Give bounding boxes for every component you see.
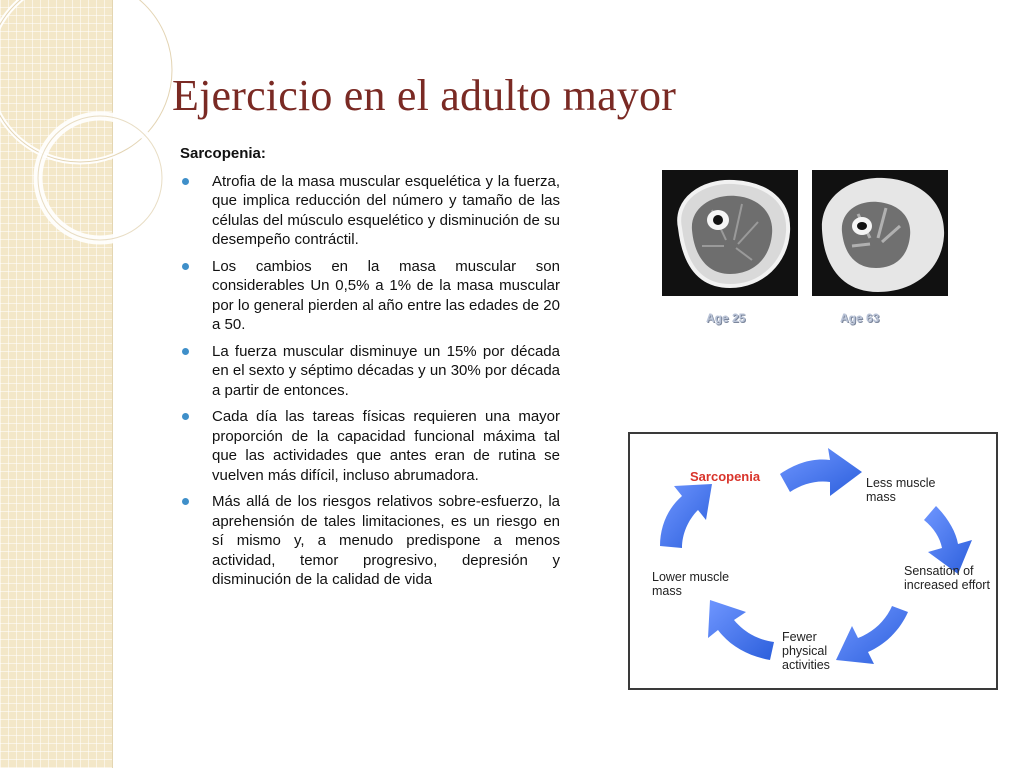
bullet-list: [180, 172, 560, 590]
cycle-step-lower-muscle-mass: Lower muscle mass: [652, 570, 730, 598]
cycle-start-label: Sarcopenia: [690, 469, 761, 484]
slide-body: [180, 144, 560, 597]
cycle-step-increased-effort: Sensation of increased effort: [904, 564, 990, 592]
mri-comparison: [662, 170, 948, 330]
bullet-item: [180, 342, 560, 401]
mri-label-old: Age 63: [840, 311, 880, 325]
bullet-dot-icon: [182, 498, 189, 505]
cycle-arrow-left-icon: [660, 484, 712, 548]
bullet-text: La fuerza muscular disminuye un 15% por década en el sexto y séptimo décadas y un 30% por década a partir de entonces.: [212, 342, 560, 399]
sarcopenia-cycle-diagram: [628, 432, 998, 690]
bullet-dot-icon: [182, 348, 189, 355]
bullet-dot-icon: [182, 263, 189, 270]
cycle-arrow-top-icon: [780, 448, 862, 496]
mri-thigh-old-image: [812, 170, 948, 296]
mri-label-young: Age 25: [706, 311, 746, 325]
bullet-text: Más allá de los riesgos relativos sobre-esfuerzo, la aprehensión de tales limitaciones, es un riesgo en sí mismo y, a menudo predispone a menos actividad, temor progresivo, depresión y disminución de la calidad de vida: [212, 493, 560, 588]
bullet-text: Cada día las tareas físicas requieren una mayor proporción de la capacidad funcional máxima tal que las actividades que antes eran de rutina se vuelven más difícil, incluso abrumadora.: [212, 408, 560, 484]
bullet-text: Atrofia de la masa muscular esquelética y la fuerza, que implica reducción del número y tamaño de las células del músculo esquelético y disminución de su desempeño contráctil.: [212, 172, 560, 248]
section-heading: Sarcopenia:: [180, 145, 266, 162]
bullet-item: [180, 257, 560, 335]
bullet-dot-icon: [182, 413, 189, 420]
cycle-step-fewer-activities: Fewer physical activities: [782, 630, 830, 672]
bullet-text: Los cambios en la masa muscular son considerables Un 0,5% a 1% de la masa muscular por lo general pierden al año entre las edades de 20 a 50.: [212, 257, 560, 333]
decorative-circles: [0, 0, 200, 260]
bullet-item: [180, 407, 560, 485]
mri-thigh-young-image: [662, 170, 798, 296]
slide-title: Ejercicio en el adulto mayor: [172, 71, 677, 120]
bullet-item: [180, 492, 560, 590]
bullet-item: [180, 172, 560, 250]
bullet-dot-icon: [182, 178, 189, 185]
cycle-arrow-bottom-left-icon: [708, 600, 774, 660]
cycle-step-less-muscle-mass: Less muscle mass: [866, 476, 936, 504]
